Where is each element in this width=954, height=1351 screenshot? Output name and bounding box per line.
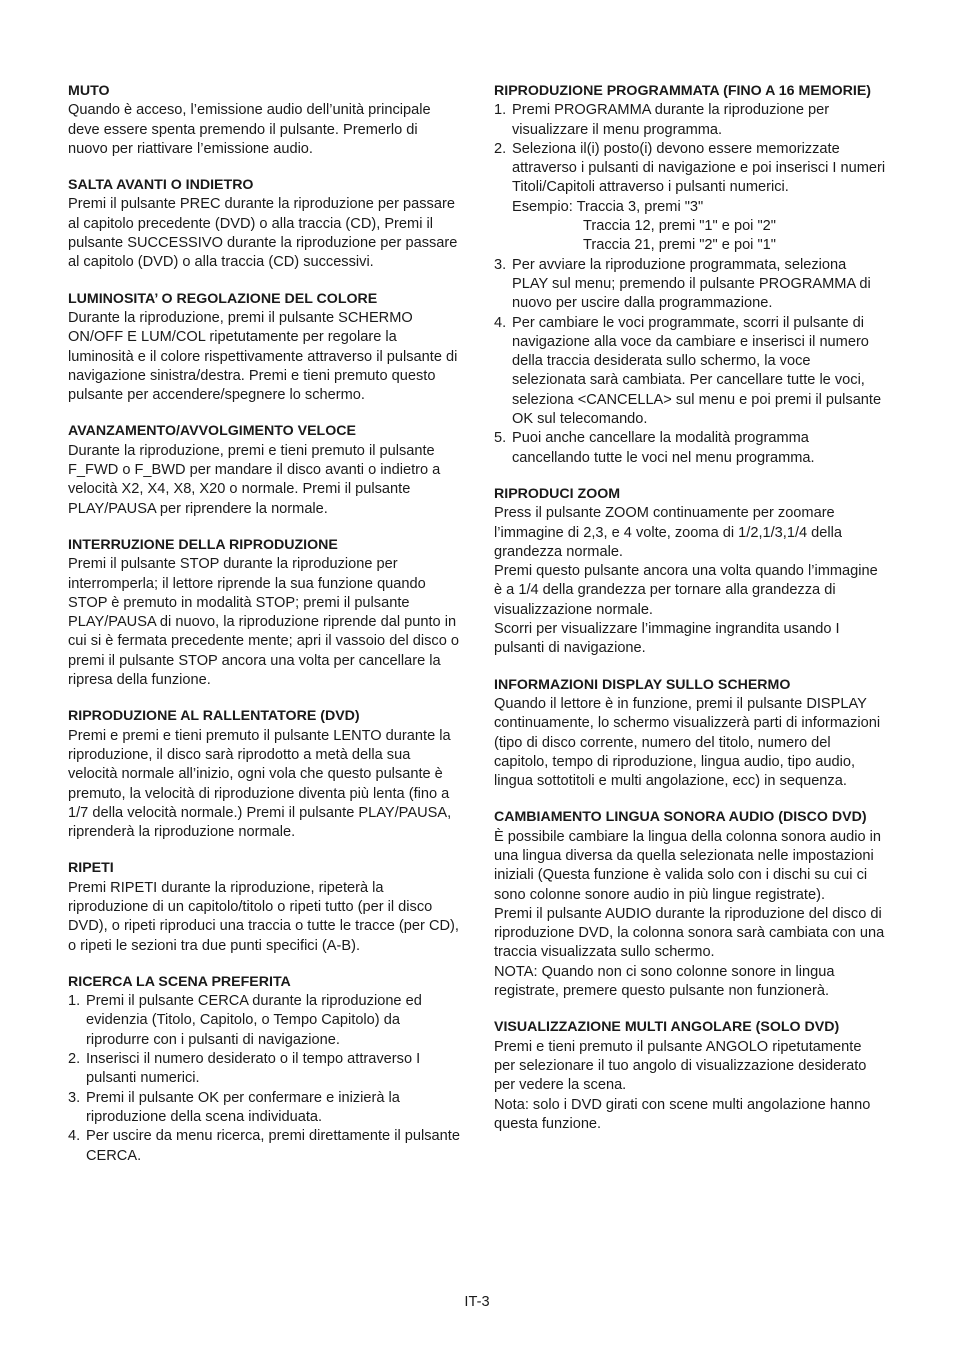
list-item-text: Puoi anche cancellare la modalità programma cancellando tutte le voci nel menu programma. xyxy=(512,430,815,466)
list-item-body xyxy=(86,992,460,1050)
section-paragraph: È possibile cambiare la lingua della colonna sonora audio in una lingua diversa da quella selezionata nelle impostazioni iniziali (Questa funzione è valida solo con i dischi su cui ci sono colonne sonore audio in più lingue registrate). xyxy=(494,828,881,903)
list-item-number: 1. xyxy=(68,993,81,1010)
section-heading: MUTO xyxy=(68,83,110,99)
list-item-number: 3. xyxy=(494,256,507,273)
list-item-text: Inserisci il numero desiderato o il tempo attraverso I pulsanti numerici. xyxy=(86,1051,421,1087)
section xyxy=(494,485,886,659)
section-paragraph: Premi questo pulsante ancora una volta quando l’immagine è a 1/4 della grandezza per tornare alla grandezza di visualizzazione normale. xyxy=(494,563,878,618)
list-item-number: 2. xyxy=(68,1051,81,1068)
section-heading: INFORMAZIONI DISPLAY SULLO SCHERMO xyxy=(494,676,791,693)
list-item-text: Per cambiare le voci programmate, scorri il pulsante di navigazione alla voce da cambiare e inserisci il numero della traccia desiderata sullo schermo, la voce selezionata sarà cambiata. Per cancellare tutte le voci, seleziona <CANCELLA> sul menu e poi premi il pulsante OK sul telecomando. xyxy=(512,314,882,428)
list-item-body xyxy=(512,429,886,468)
list-item xyxy=(494,140,886,256)
list-item-body xyxy=(512,101,886,140)
list-item-text: Premi il pulsante CERCA durante la riproduzione ed evidenzia (Titolo, Capitolo, o Tempo Capitolo) da riprodurre con i pulsanti di navigazione. xyxy=(86,993,422,1048)
list-item-number: 5. xyxy=(494,430,507,447)
section-paragraph: Quando è acceso, l’emissione audio dell’unità principale deve essere spenta premendo il pulsante. Premerlo di nuovo per riattivare l’emissione audio. xyxy=(68,102,431,157)
list-item-text: Premi il pulsante OK per confermare e inizierà la riproduzione della scena individuata. xyxy=(86,1089,400,1125)
list-item xyxy=(494,314,886,430)
list-item-body xyxy=(512,140,886,256)
section xyxy=(494,808,886,1001)
section-paragraph: Premi e premi e tieni premuto il pulsante LENTO durante la riproduzione, il disco sarà riprodotto a metà della sua velocità normale all’inizio, ogni vola che questo pulsante è premuto, la velocità di riproduzione diventa più lenta (fino a 1/7 della velocità normale.) Premi il pulsante PLAY/PAUSA, riprenderà la riproduzione normale. xyxy=(68,727,452,841)
section xyxy=(494,676,886,792)
section-heading: RIPRODUZIONE PROGRAMMATA (FINO A 16 MEMORIE) xyxy=(494,83,872,99)
section-heading: RICERCA LA SCENA PREFERITA xyxy=(68,973,291,990)
right-column xyxy=(494,82,886,1151)
list-item-text: Per uscire da menu ricerca, premi direttamente il pulsante CERCA. xyxy=(86,1128,460,1164)
section-paragraph: Durante la riproduzione, premi il pulsante SCHERMO ON/OFF E LUM/COL ripetutamente per regolare la luminosità e il colore rispettivamente attraverso il pulsante di navigazione sinistra/destra. Premi e tieni premuto questo pulsante per accendere/spegnere lo schermo. xyxy=(68,309,458,404)
section-paragraph: Premi il pulsante STOP durante la riproduzione per interromperla; il lettore riprende la sua funzione quando STOP è premuto in modalità STOP; premi il pulsante PLAY/PAUSA di nuovo, la riproduzione riprende dal punto in cui si è fermata precedente mente; apri il vassoio del disco o premi il pulsante STOP ancora una volta per cancellare la ripresa della funzione. xyxy=(68,556,459,689)
section-heading: CAMBIAMENTO LINGUA SONORA AUDIO (DISCO DVD) xyxy=(494,809,867,826)
list-item-body xyxy=(86,1089,460,1128)
list-item-text: Premi PROGRAMMA durante la riproduzione per visualizzare il menu programma. xyxy=(512,102,830,138)
list-item xyxy=(494,256,886,314)
section xyxy=(68,422,460,518)
section xyxy=(68,536,460,690)
list-item-number: 2. xyxy=(494,140,507,157)
section xyxy=(68,707,460,842)
section xyxy=(68,290,460,406)
section xyxy=(68,973,460,1166)
section-paragraph: Quando il lettore è in funzione, premi il pulsante DISPLAY continuamente, lo schermo visualizzerà parti di informazioni (tipo di disco corrente, numero del titolo, numero del capitolo, tempo di riproduzione, lingua audio, tipo audio, lingua sottotitoli e multi angolazione, ecc) in sequenza. xyxy=(494,695,881,790)
list-item xyxy=(68,1089,460,1128)
section xyxy=(68,82,460,159)
section-heading: AVANZAMENTO/AVVOLGIMENTO VELOCE xyxy=(68,423,356,440)
list-item-body xyxy=(86,1050,460,1089)
section-paragraph: Press il pulsante ZOOM continuamente per zoomare l’immagine di 2,3, e 4 volte, zooma di 1/2,1/3,1/4 della grandezza normale. xyxy=(494,505,843,560)
list-item-number: 4. xyxy=(68,1128,81,1145)
list-item-example: Traccia 21, premi "2" e poi "1" xyxy=(583,237,776,254)
list-item-body xyxy=(512,314,886,430)
section-paragraph: Durante la riproduzione, premi e tieni premuto il pulsante F_FWD o F_BWD per mandare il disco avanti o indietro a velocità X2, X4, X8, X20 o normale. Premi il pulsante PLAY/PAUSA per riprendere la normale. xyxy=(68,442,441,517)
list-item xyxy=(494,429,886,468)
list-item xyxy=(494,101,886,140)
section xyxy=(68,176,460,272)
list-item xyxy=(68,1127,460,1166)
list-item-text: Esempio: Traccia 3, premi "3" xyxy=(512,198,704,215)
section-paragraph: Nota: solo i DVD girati con scene multi angolazione hanno questa funzione. xyxy=(494,1096,871,1132)
list-item xyxy=(68,1050,460,1089)
list-item-body xyxy=(512,256,886,314)
section-heading: LUMINOSITA’ O REGOLAZIONE DEL COLORE xyxy=(68,290,378,307)
numbered-list xyxy=(494,101,886,468)
left-column xyxy=(68,82,460,1183)
section-heading: RIPRODUCI ZOOM xyxy=(494,485,621,502)
section xyxy=(68,859,460,955)
section xyxy=(494,82,886,468)
section-paragraph: Premi il pulsante PREC durante la riproduzione per passare al capitolo precedente (DVD) o alla traccia (CD), Premi il pulsante SUCCESSIVO durante la riproduzione per passare al capitolo (DVD) o alla traccia (CD) successivi. xyxy=(68,196,458,271)
section-heading: VISUALIZZAZIONE MULTI ANGOLARE (SOLO DVD) xyxy=(494,1019,840,1036)
list-item-example: Traccia 12, premi "1" e poi "2" xyxy=(583,218,776,235)
list-item-number: 3. xyxy=(68,1089,81,1106)
list-item xyxy=(68,992,460,1050)
list-item-number: 1. xyxy=(494,102,507,119)
list-item-text: Seleziona il(i) posto(i) devono essere memorizzate attraverso i pulsanti di navigazione e poi inserisci I numeri Titoli/Capitoli attraverso i pulsanti numerici. xyxy=(512,140,886,196)
section-paragraph: NOTA: Quando non ci sono colonne sonore in lingua registrate, premere questo pulsante non funzionerà. xyxy=(494,963,835,1000)
list-item-body xyxy=(86,1127,460,1166)
list-item-text: Per avviare la riproduzione programmata, seleziona PLAY sul menu; premendo il pulsante PROGRAMMA di nuovo per uscire dalla programmazione. xyxy=(512,256,871,312)
page-number: IT-3 xyxy=(464,1294,490,1310)
section xyxy=(494,1018,886,1134)
section-heading: INTERRUZIONE DELLA RIPRODUZIONE xyxy=(68,536,338,553)
section-heading: RIPETI xyxy=(68,860,114,877)
numbered-list xyxy=(68,992,460,1166)
list-item-number: 4. xyxy=(494,314,507,331)
section-paragraph: Premi RIPETI durante la riproduzione, ripeterà la riproduzione di un capitolo/titolo o ripeti tutto (per il disco DVD), o ripeti riproduci una traccia o tutte le tracce (per CD), o ripeti le sezioni tra due punti specifici (A-B). xyxy=(68,879,459,954)
section-paragraph: Scorri per visualizzare l’immagine ingrandita usando I pulsanti di navigazione. xyxy=(494,621,840,657)
section-paragraph: Premi il pulsante AUDIO durante la riproduzione del disco di riproduzione DVD, la colonna sonora sarà cambiata con una traccia visualizzata sullo schermo. xyxy=(494,905,885,961)
section-paragraph: Premi e tieni premuto il pulsante ANGOLO ripetutamente per selezionare il tuo angolo di visualizzazione desiderato per vedere la scena. xyxy=(494,1038,867,1094)
section-heading: SALTA AVANTI O INDIETRO xyxy=(68,177,254,194)
section-heading: RIPRODUZIONE AL RALLENTATORE (DVD) xyxy=(68,708,360,725)
